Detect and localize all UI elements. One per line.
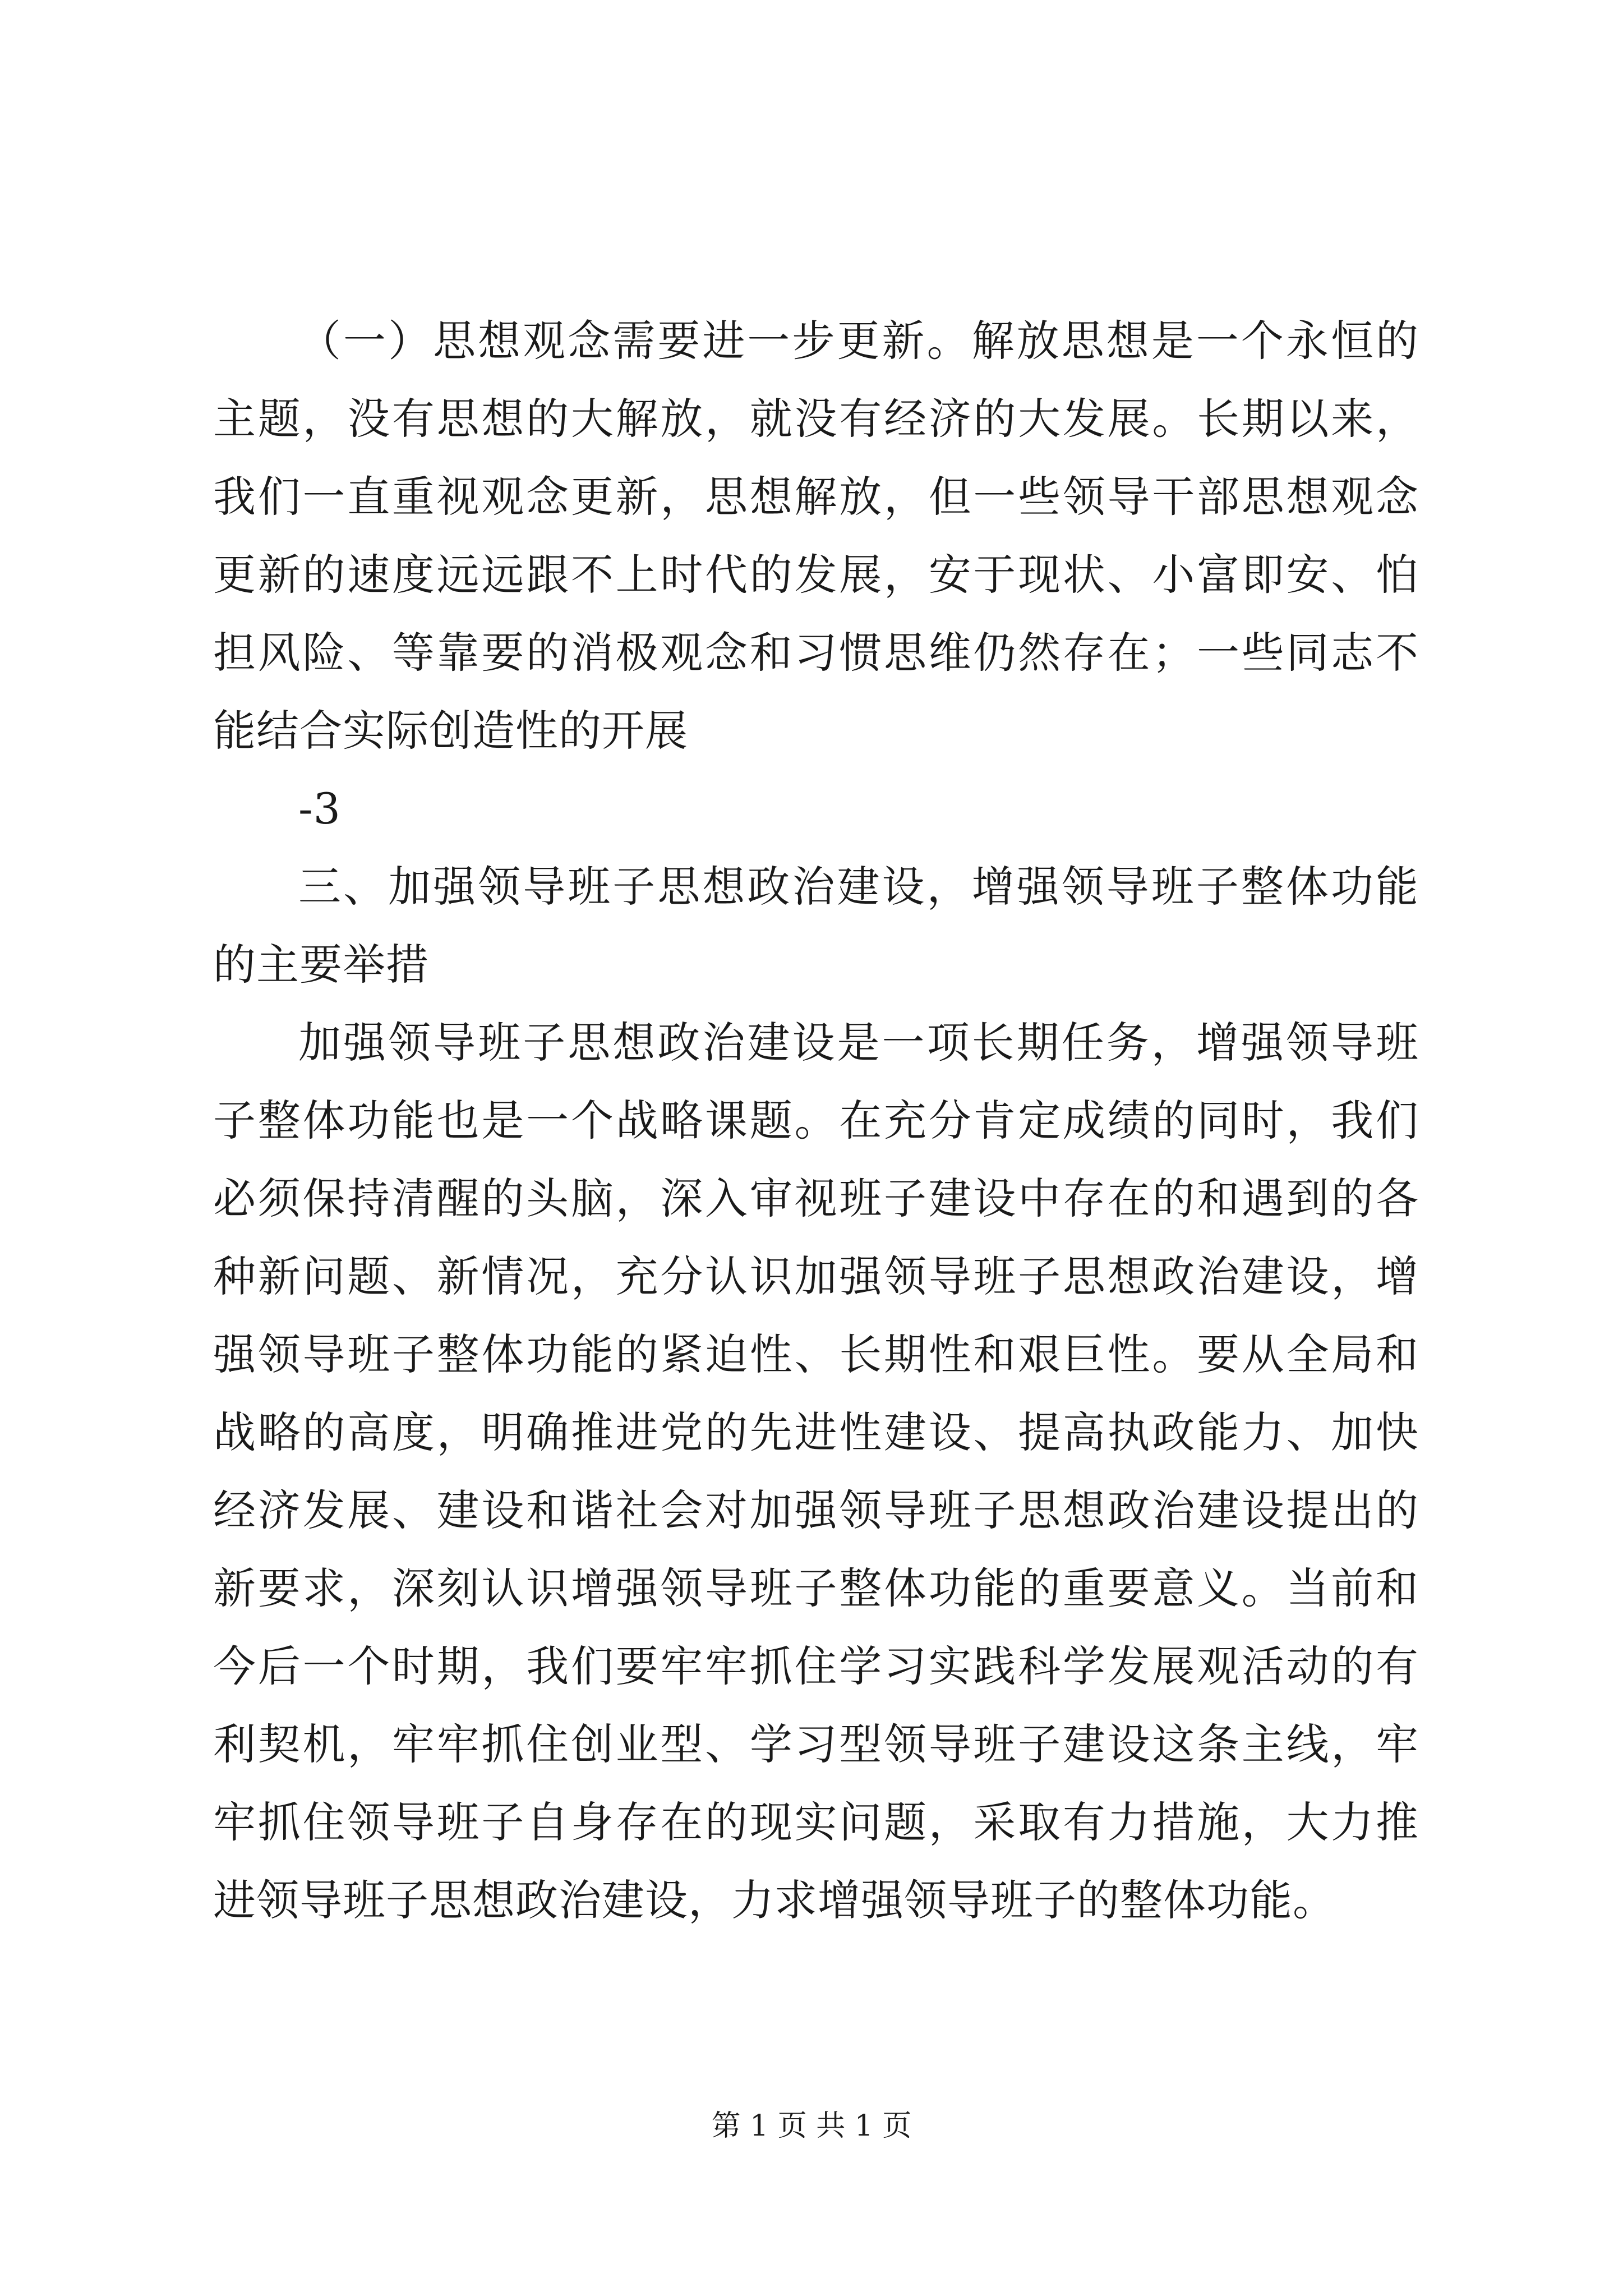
page-footer: [0, 2104, 1623, 2148]
section-heading-main-measures: 三、加强领导班子思想政治建设，增强领导班子整体功能的主要举措: [213, 862, 1419, 990]
paragraph-ideology-update: （一）思想观念需要进一步更新。解放思想是一个永恒的主题，没有思想的大解放，就没有经济的大发展。长期以来，我们一直重视观念更新，思想解放，但一些领导干部思想观念更新的速度远远跟不上时代的发展，安于现状、小富即安、怕担风险、等靠要的消极观念和习惯思维仍然存在；一些同志不能结合实际创造性的开展: [213, 316, 1419, 756]
page-number-label: 第 1 页 共 1 页: [711, 2109, 912, 2143]
paragraph-page-marker: -3: [298, 784, 342, 834]
document-body: [213, 302, 1419, 1939]
paragraph-measures-body: 加强领导班子思想政治建设是一项长期任务，增强领导班子整体功能也是一个战略课题。在充分肯定成绩的同时，我们必须保持清醒的头脑，深入审视班子建设中存在的和遇到的各种新问题、新情况，充分认识加强领导班子思想政治建设，增强领导班子整体功能的紧迫性、长期性和艰巨性。要从全局和战略的高度，明确推进党的先进性建设、提高执政能力、加快经济发展、建设和谐社会对加强领导班子思想政治建设提出的新要求，深刻认识增强领导班子整体功能的重要意义。当前和今后一个时期，我们要牢牢抓住学习实践科学发展观活动的有利契机，牢牢抓住创业型、学习型领导班子建设这条主线，牢牢抓住领导班子自身存在的现实问题，采取有力措施，大力推进领导班子思想政治建设，力求增强领导班子的整体功能。: [213, 1018, 1419, 1925]
